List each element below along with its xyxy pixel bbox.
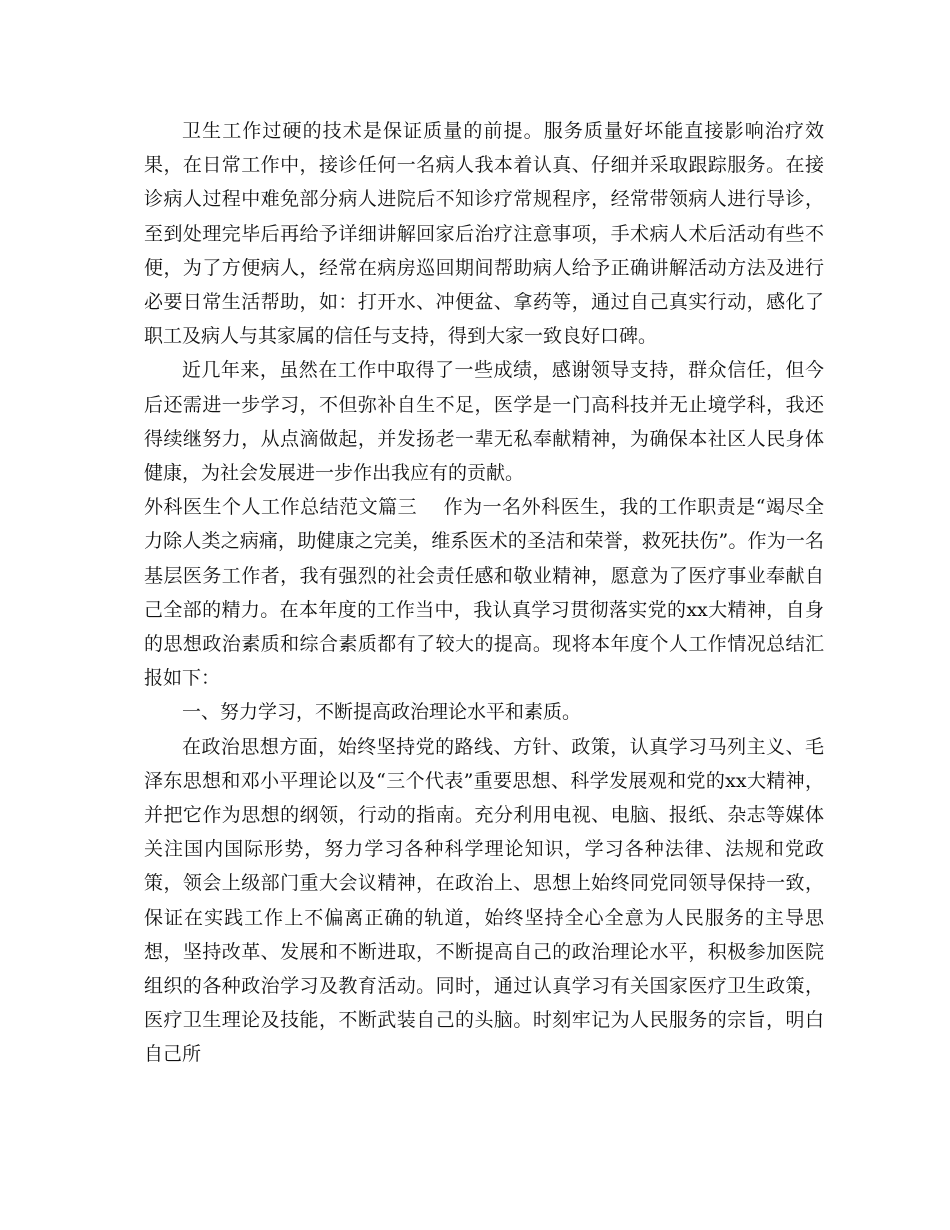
section-title: 外科医生个人工作总结范文篇三 <box>144 496 418 519</box>
paragraph-technique: 卫生工作过硬的技术是保证质量的前提。服务质量好坏能直接影响治疗效果，在日常工作中，接诊任何一名病人我本着认真、仔细并采取跟踪服务。在接诊病人过程中难免部分病人进院后不知诊疗常规程序，经常带领病人进行导诊，至到处理完毕后再给予详细讲解回家后治疗注意事项，手术病人术后活动有些不便，为了方便病人，经常在病房巡回期间帮助病人给予正确讲解活动方法及进行必要日常生活帮助，如：打开水、冲便盆、拿药等，通过自己真实行动，感化了职工及病人与其家属的信任与支持，得到大家一致良好口碑。 <box>144 120 824 348</box>
document-body <box>144 114 824 1072</box>
section-block <box>144 490 824 695</box>
section-intro: 作为一名外科医生，我的工作职责是“竭尽全力除人类之病痛，助健康之完美，维系医术的圣洁和荣誉，救死扶伤”。作为一名基层医务工作者，我有强烈的社会责任感和敬业精神，愿意为了医疗事业奉献自己全部的精力。在本年度的工作当中，我认真学习贯彻落实党的xx大精神，自身的思想政治素质和综合素质都有了较大的提高。现将本年度个人工作情况总结汇报如下： <box>144 496 824 690</box>
paragraph-recent-years: 近几年来，虽然在工作中取得了一些成绩，感谢领导支持，群众信任，但今后还需进一步学习，不但弥补自生不足，医学是一门高科技并无止境学科，我还得续继努力，从点滴做起，并发扬老一辈无私奉献精神，为确保本社区人民身体健康，为社会发展进一步作出我应有的贡献。 <box>144 359 824 485</box>
paragraph-political-thought: 在政治思想方面，始终坚持党的路线、方针、政策，认真学习马列主义、毛泽东思想和邓小平理论以及“三个代表”重要思想、科学发展观和党的xx大精神，并把它作为思想的纲领，行动的指南。充分利用电视、电脑、报纸、杂志等媒体关注国内国际形势，努力学习各种科学理论知识，学习各种法律、法规和党政策，领会上级部门重大会议精神，在政治上、思想上始终同党同领导保持一致，保证在实践工作上不偏离正确的轨道，始终坚持全心全意为人民服务的主导思想，坚持改革、发展和不断进取，不断提高自己的政治理论水平，积极参加医院组织的各种政治学习及教育活动。同时，通过认真学习有关国家医疗卫生政策，医疗卫生理论及技能，不断武装自己的头脑。时刻牢记为人民服务的宗旨，明白自己所 <box>144 735 824 1066</box>
heading-study: 一、努力学习，不断提高政治理论水平和素质。 <box>182 701 582 724</box>
